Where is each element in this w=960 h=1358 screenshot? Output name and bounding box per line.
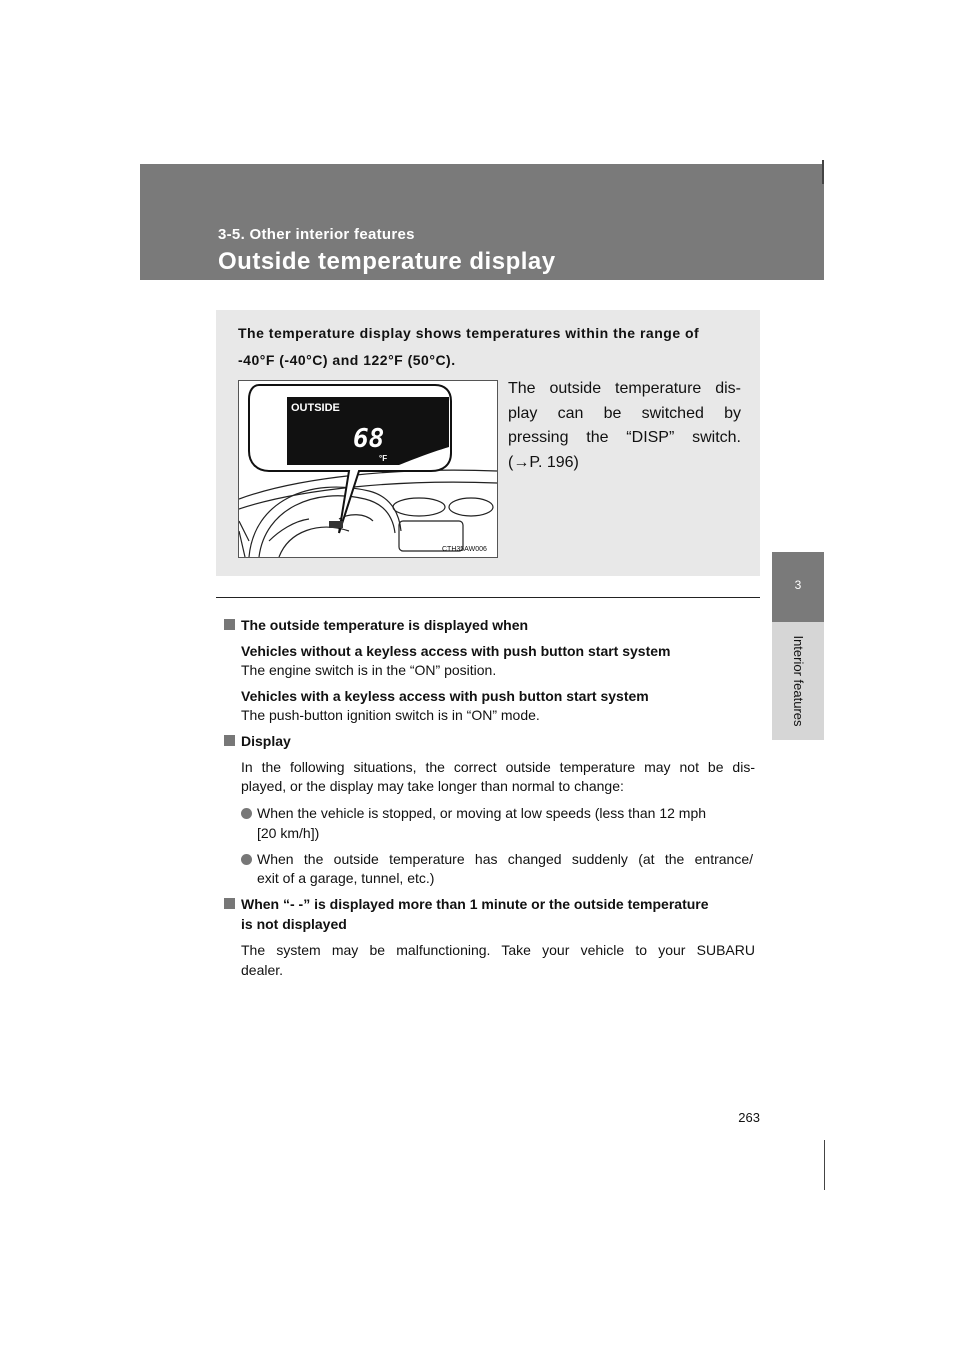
section-heading-text: When “- -” is displayed more than 1 minute or the outside temperature [241, 896, 709, 912]
display-unit: °F [379, 454, 388, 463]
list-item [241, 805, 706, 821]
list-item-text: exit of a garage, tunnel, etc.) [257, 870, 435, 886]
square-bullet-icon [224, 898, 235, 909]
round-bullet-icon [241, 808, 252, 819]
section-heading [224, 896, 756, 912]
sensor-display [329, 521, 343, 528]
side-note-line: play can be switched by [508, 404, 741, 422]
page-title: Outside temperature display [218, 248, 556, 275]
subheading: Vehicles without a keyless access with push button start system [241, 643, 671, 659]
intro-text [238, 320, 748, 374]
square-bullet-icon [224, 735, 235, 746]
chapter-tab [772, 552, 824, 622]
display-value: 68 [353, 424, 385, 454]
dashboard-illustration [238, 380, 498, 558]
side-note-line: The outside temperature dis- [508, 380, 741, 397]
side-note [508, 377, 741, 475]
section-heading-text: The outside temperature is displayed when [241, 617, 529, 633]
paragraph: played, or the display may take longer than normal to change: [241, 778, 624, 794]
crop-mark [824, 1140, 825, 1190]
section-heading-text: Display [241, 733, 291, 749]
paragraph: In the following situations, the correct outside temperature may not be dis- [241, 759, 755, 775]
section-heading [224, 733, 291, 749]
section-label: 3-5. Other interior features [218, 226, 415, 243]
square-bullet-icon [224, 619, 235, 630]
figure-code: CTH35AW006 [442, 546, 487, 553]
side-note-line: pressing the “DISP” switch. [508, 429, 741, 446]
divider [216, 597, 760, 598]
intro-text-line: -40°F (-40°C) and 122°F (50°C). [238, 352, 456, 368]
list-item [241, 851, 755, 867]
display-label: OUTSIDE [291, 402, 340, 414]
dashboard-drawing [239, 381, 497, 557]
list-item-text: When the outside temperature has changed suddenly (at the entrance/ [257, 851, 753, 867]
paragraph: The system may be malfunctioning. Take your vehicle to your SUBARU [241, 942, 755, 958]
chapter-number: 3 [794, 578, 802, 592]
section-heading-text: is not displayed [241, 916, 347, 932]
section-heading [224, 617, 528, 633]
page-number: 263 [738, 1110, 760, 1125]
crop-mark [822, 160, 824, 184]
paragraph: The engine switch is in the “ON” position. [241, 662, 497, 678]
subheading: Vehicles with a keyless access with push button start system [241, 688, 649, 704]
list-item-text: When the vehicle is stopped, or moving at low speeds (less than 12 mph [257, 805, 707, 821]
intro-text-line: The temperature display shows temperatures within the range of [238, 325, 700, 341]
paragraph: dealer. [241, 962, 284, 978]
chapter-label: Interior features [791, 635, 806, 727]
paragraph: The push-button ignition switch is in “ON” mode. [241, 707, 540, 723]
dashboard-lines [239, 470, 497, 557]
steering-wheel [249, 487, 401, 557]
round-bullet-icon [241, 854, 252, 865]
list-item-text: [20 km/h]) [257, 825, 320, 841]
side-note-line: (→P. 196) [508, 453, 579, 471]
